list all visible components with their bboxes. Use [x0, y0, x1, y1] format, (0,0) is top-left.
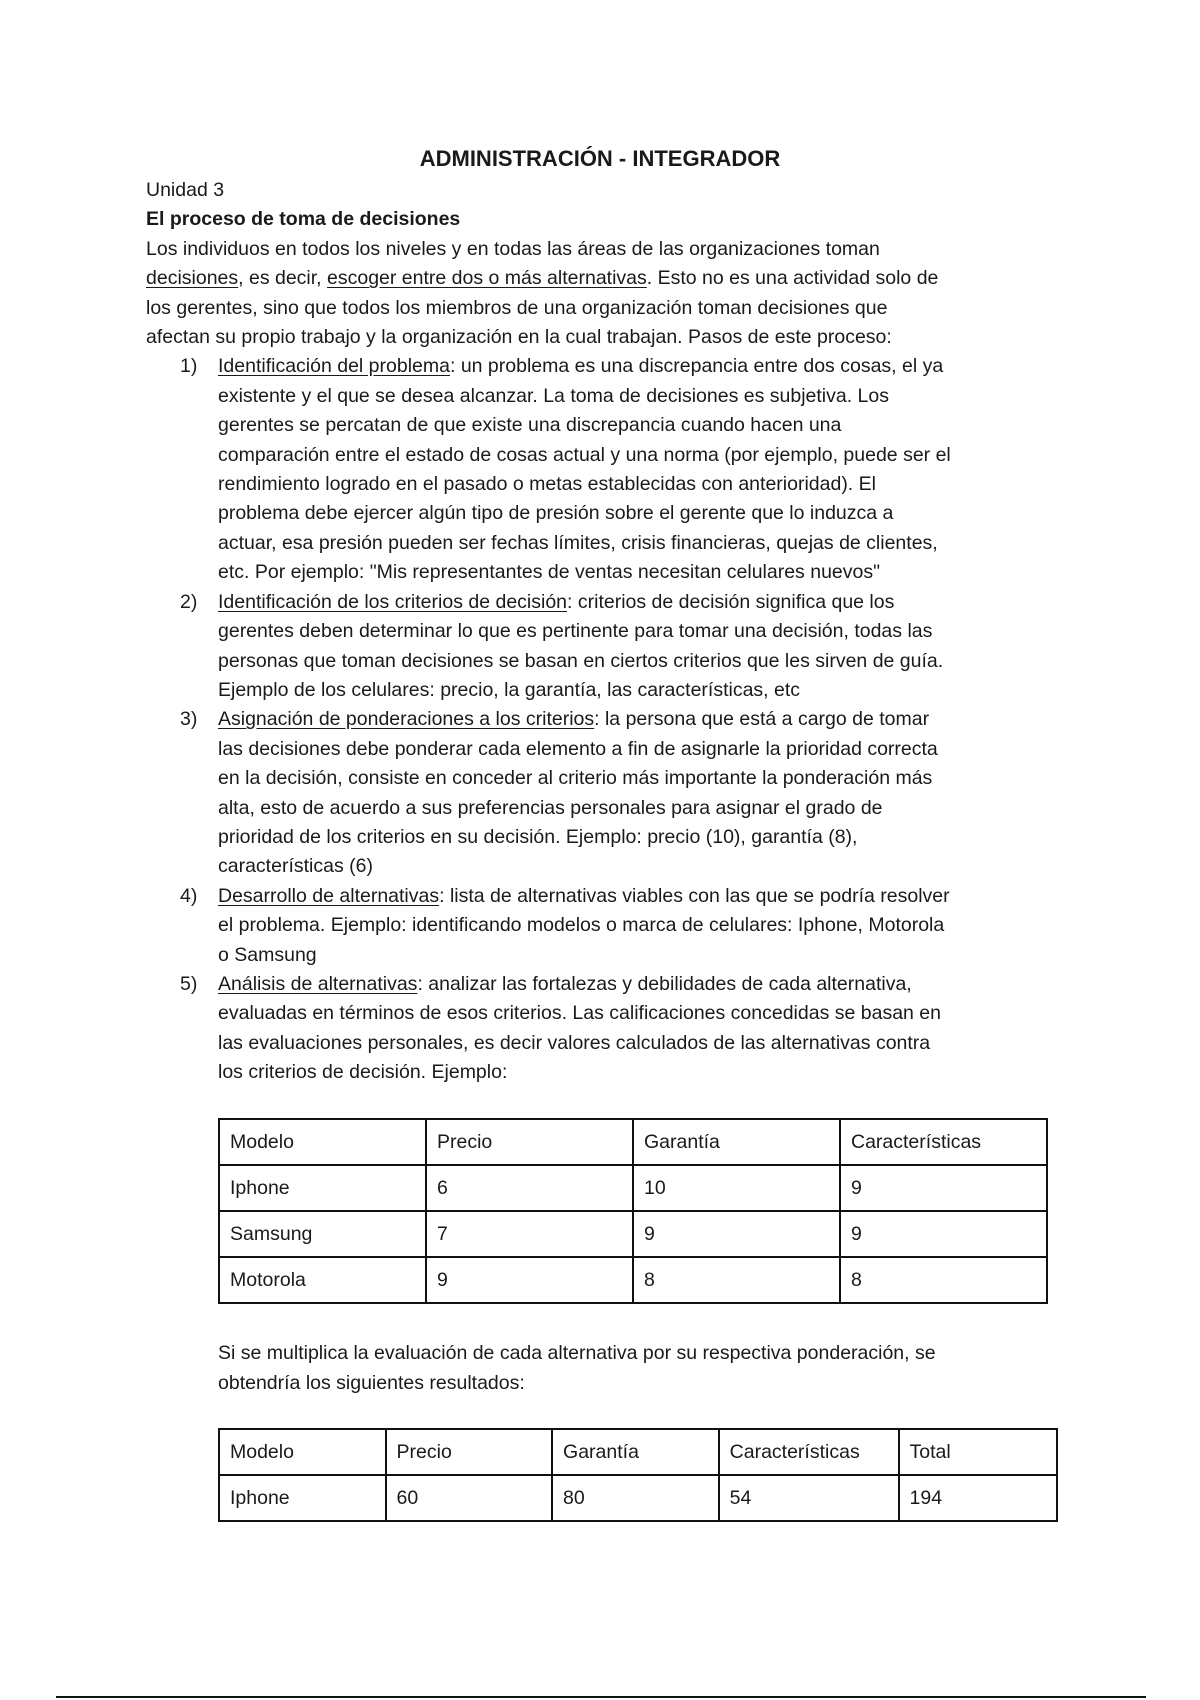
step-line: las evaluaciones personales, es decir valores calculados de las alternativas contra	[218, 1031, 931, 1054]
step-term: Identificación del problema	[218, 355, 450, 378]
table-row	[219, 1211, 1047, 1257]
list-item	[146, 705, 1066, 881]
table-header-cell: Características	[840, 1119, 1047, 1165]
unit-label: Unidad 3	[146, 179, 225, 201]
step-number: 3)	[180, 708, 198, 731]
table-header-cell: Precio	[426, 1119, 633, 1165]
section-heading: El proceso de toma de decisiones	[146, 208, 461, 231]
step-line: los criterios de decisión. Ejemplo:	[218, 1061, 508, 1084]
weighted-results-table	[218, 1428, 1058, 1522]
paragraph-line: obtendría los siguientes resultados:	[218, 1372, 525, 1394]
list-item	[146, 588, 1066, 706]
list-item	[146, 882, 1066, 970]
step-text: : lista de alternativas viables con las que se podría resolver	[439, 884, 950, 907]
step-number: 1)	[180, 355, 198, 378]
step-number: 4)	[180, 884, 198, 907]
step-line: etc. Por ejemplo: "Mis representantes de ventas necesitan celulares nuevos"	[218, 561, 881, 584]
table-row	[219, 1165, 1047, 1211]
step-number: 5)	[180, 972, 198, 995]
intro-line: los gerentes, sino que todos los miembros de una organización toman decisiones que	[146, 296, 888, 319]
table-cell: 10	[633, 1165, 840, 1211]
step-line: Ejemplo de los celulares: precio, la garantía, las características, etc	[218, 678, 801, 701]
table-header-row	[219, 1119, 1047, 1165]
table-cell: 8	[840, 1257, 1047, 1303]
table-cell: Iphone	[219, 1475, 386, 1521]
step-line: existente y el que se desea alcanzar. La toma de decisiones es subjetiva. Los	[218, 384, 889, 407]
step-line: o Samsung	[218, 943, 317, 966]
table-header-cell: Precio	[386, 1429, 553, 1475]
list-item	[146, 352, 1066, 587]
step-line: problema debe ejercer algún tipo de presión sobre el gerente que lo induzca a	[218, 502, 894, 525]
step-text: : un problema es una discrepancia entre dos cosas, el ya	[449, 355, 944, 378]
intro-line	[146, 264, 1066, 293]
step-line: características (6)	[218, 855, 373, 878]
table-cell: 9	[840, 1165, 1047, 1211]
step-line: gerentes deben determinar lo que es pertinente para tomar una decisión, todas las	[218, 620, 933, 643]
step-text: : analizar las fortalezas y debilidades de cada alternativa,	[417, 972, 912, 995]
table-cell: Samsung	[219, 1211, 426, 1257]
step-line: personas que toman decisiones se basan en ciertos criterios que les sirven de guía.	[218, 649, 944, 672]
results-paragraph	[218, 1338, 1068, 1398]
table-header-cell: Garantía	[633, 1119, 840, 1165]
intro-line: Los individuos en todos los niveles y en todas las áreas de las organizaciones toman	[146, 237, 880, 260]
table-header-row	[219, 1429, 1057, 1475]
step-number: 2)	[180, 590, 198, 613]
table-header-cell: Modelo	[219, 1429, 386, 1475]
table-header-cell: Modelo	[219, 1119, 426, 1165]
intro-line: afectan su propio trabajo y la organización en la cual trabajan. Pasos de este proceso:	[146, 326, 892, 349]
table-row	[219, 1257, 1047, 1303]
step-line: comparación entre el estado de cosas actual y una norma (por ejemplo, puede ser el	[218, 443, 951, 466]
underlined-term: decisiones	[146, 267, 239, 290]
table-cell: 9	[633, 1211, 840, 1257]
step-line: en la decisión, consiste en conceder al criterio más importante la ponderación más	[218, 767, 933, 790]
table-row	[219, 1475, 1057, 1521]
step-term: Identificación de los criterios de decisión	[218, 590, 568, 613]
intro-text: . Esto no es una actividad solo de	[646, 267, 939, 290]
paragraph-line: Si se multiplica la evaluación de cada alternativa por su respectiva ponderación, se	[218, 1342, 936, 1364]
table-cell: 54	[719, 1475, 899, 1521]
table-cell: Iphone	[219, 1165, 426, 1211]
table-cell: 194	[899, 1475, 1058, 1521]
table-cell: Motorola	[219, 1257, 426, 1303]
step-text: : la persona que está a cargo de tomar	[594, 708, 930, 731]
step-term: Desarrollo de alternativas	[218, 884, 440, 907]
process-steps-list	[146, 352, 1066, 1087]
evaluation-table	[218, 1118, 1048, 1304]
table-header-cell: Características	[719, 1429, 899, 1475]
step-text: : criterios de decisión significa que los	[567, 590, 895, 613]
intro-text: , es decir,	[238, 267, 328, 290]
table-cell: 7	[426, 1211, 633, 1257]
step-line: alta, esto de acuerdo a sus preferencias personales para asignar el grado de	[218, 796, 883, 819]
table-cell: 80	[552, 1475, 719, 1521]
step-line: las decisiones debe ponderar cada elemento a fin de asignarle la prioridad correcta	[218, 737, 938, 760]
document-body	[146, 176, 1066, 1088]
step-line: prioridad de los criterios en su decisión. Ejemplo: precio (10), garantía (8),	[218, 825, 858, 848]
list-item	[146, 970, 1066, 1088]
footer-divider	[56, 1696, 1146, 1698]
underlined-term: escoger entre dos o más alternativas	[327, 267, 647, 290]
step-line: actuar, esa presión pueden ser fechas límites, crisis financieras, quejas de clientes,	[218, 531, 938, 554]
table-cell: 60	[386, 1475, 553, 1521]
table-header-cell: Garantía	[552, 1429, 719, 1475]
document-title: ADMINISTRACIÓN - INTEGRADOR	[419, 146, 781, 171]
table-cell: 9	[840, 1211, 1047, 1257]
step-line: rendimiento logrado en el pasado o metas establecidas con anterioridad). El	[218, 473, 876, 496]
table-cell: 9	[426, 1257, 633, 1303]
table-cell: 8	[633, 1257, 840, 1303]
step-term: Análisis de alternativas	[218, 972, 418, 995]
step-line: evaluadas en términos de esos criterios. Las calificaciones concedidas se basan en	[218, 1002, 941, 1025]
step-line: gerentes se percatan de que existe una discrepancia cuando hacen una	[218, 414, 842, 437]
table-header-cell: Total	[899, 1429, 1058, 1475]
table-cell: 6	[426, 1165, 633, 1211]
step-term: Asignación de ponderaciones a los criterios	[218, 708, 595, 731]
step-line: el problema. Ejemplo: identificando modelos o marca de celulares: Iphone, Motorola	[218, 914, 945, 937]
